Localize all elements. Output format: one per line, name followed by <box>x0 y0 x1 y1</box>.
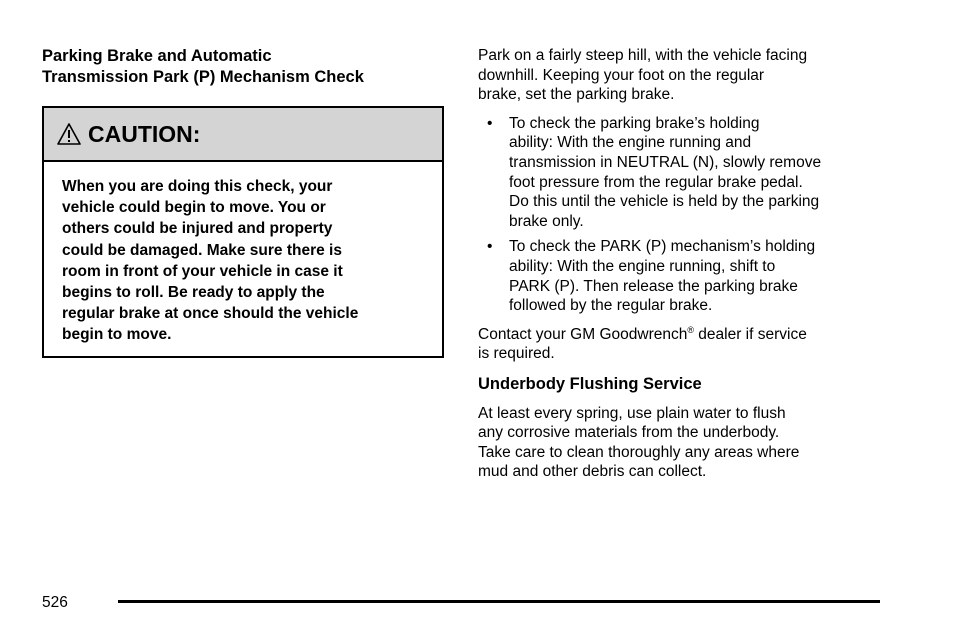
footer-divider <box>118 600 880 603</box>
intro-paragraph <box>478 46 878 105</box>
underbody-paragraph <box>478 404 878 482</box>
caution-line: vehicle could begin to move. You or <box>62 199 326 217</box>
heading-line: Parking Brake and Automatic <box>42 47 272 65</box>
registered-mark: ® <box>687 324 694 335</box>
text-line: brake only. <box>509 212 584 230</box>
text-line: mud and other debris can collect. <box>478 463 707 481</box>
list-item <box>478 114 878 232</box>
warning-triangle-icon <box>56 122 82 146</box>
text-line: To check the PARK (P) mechanism’s holding <box>509 238 816 256</box>
contact-paragraph <box>478 325 878 364</box>
contact-text: dealer if service <box>693 325 807 343</box>
bullet-icon: • <box>487 238 493 256</box>
text-line: At least every spring, use plain water to flush <box>478 404 786 422</box>
caution-text <box>44 162 442 346</box>
caution-line: begin to move. <box>62 326 172 344</box>
right-column <box>478 46 878 491</box>
caution-line: begins to roll. Be ready to apply the <box>62 284 325 302</box>
caution-line: room in front of your vehicle in case it <box>62 262 343 280</box>
text-line: To check the parking brake’s holding <box>509 114 760 132</box>
caution-line: could be damaged. Make sure there is <box>62 241 342 259</box>
check-steps-list <box>478 114 878 316</box>
caution-line: regular brake at once should the vehicle <box>62 305 359 323</box>
caution-line: others could be injured and property <box>62 220 333 238</box>
caution-box <box>42 106 444 358</box>
text-line: ability: With the engine running and <box>509 134 752 152</box>
text-line: PARK (P). Then release the parking brake <box>509 277 798 295</box>
contact-text: Contact your GM Goodwrench <box>478 325 688 343</box>
text-line: downhill. Keeping your foot on the regular <box>478 66 765 84</box>
caution-title: CAUTION: <box>88 120 201 147</box>
heading-line: Transmission Park (P) Mechanism Check <box>42 68 364 86</box>
text-line <box>478 325 878 345</box>
text-line: any corrosive materials from the underbody. <box>478 424 780 442</box>
text-line: Take care to clean thoroughly any areas where <box>478 443 800 461</box>
list-item <box>478 237 878 315</box>
bullet-icon: • <box>487 114 493 132</box>
text-line: foot pressure from the regular brake pedal. <box>509 173 803 191</box>
text-line: is required. <box>478 345 555 363</box>
underbody-heading: Underbody Flushing Service <box>478 374 702 393</box>
text-line: Park on a fairly steep hill, with the vehicle facing <box>478 47 808 64</box>
text-line: transmission in NEUTRAL (N), slowly remove <box>509 153 822 171</box>
text-line: ability: With the engine running, shift to <box>509 257 776 275</box>
caution-line: When you are doing this check, your <box>62 178 333 195</box>
section-heading-parking-brake-check <box>42 46 442 88</box>
text-line: followed by the regular brake. <box>509 297 713 315</box>
text-line: Do this until the vehicle is held by the parking <box>509 193 820 211</box>
text-line: brake, set the parking brake. <box>478 86 675 104</box>
caution-header <box>44 108 442 162</box>
page-number: 526 <box>42 594 68 611</box>
